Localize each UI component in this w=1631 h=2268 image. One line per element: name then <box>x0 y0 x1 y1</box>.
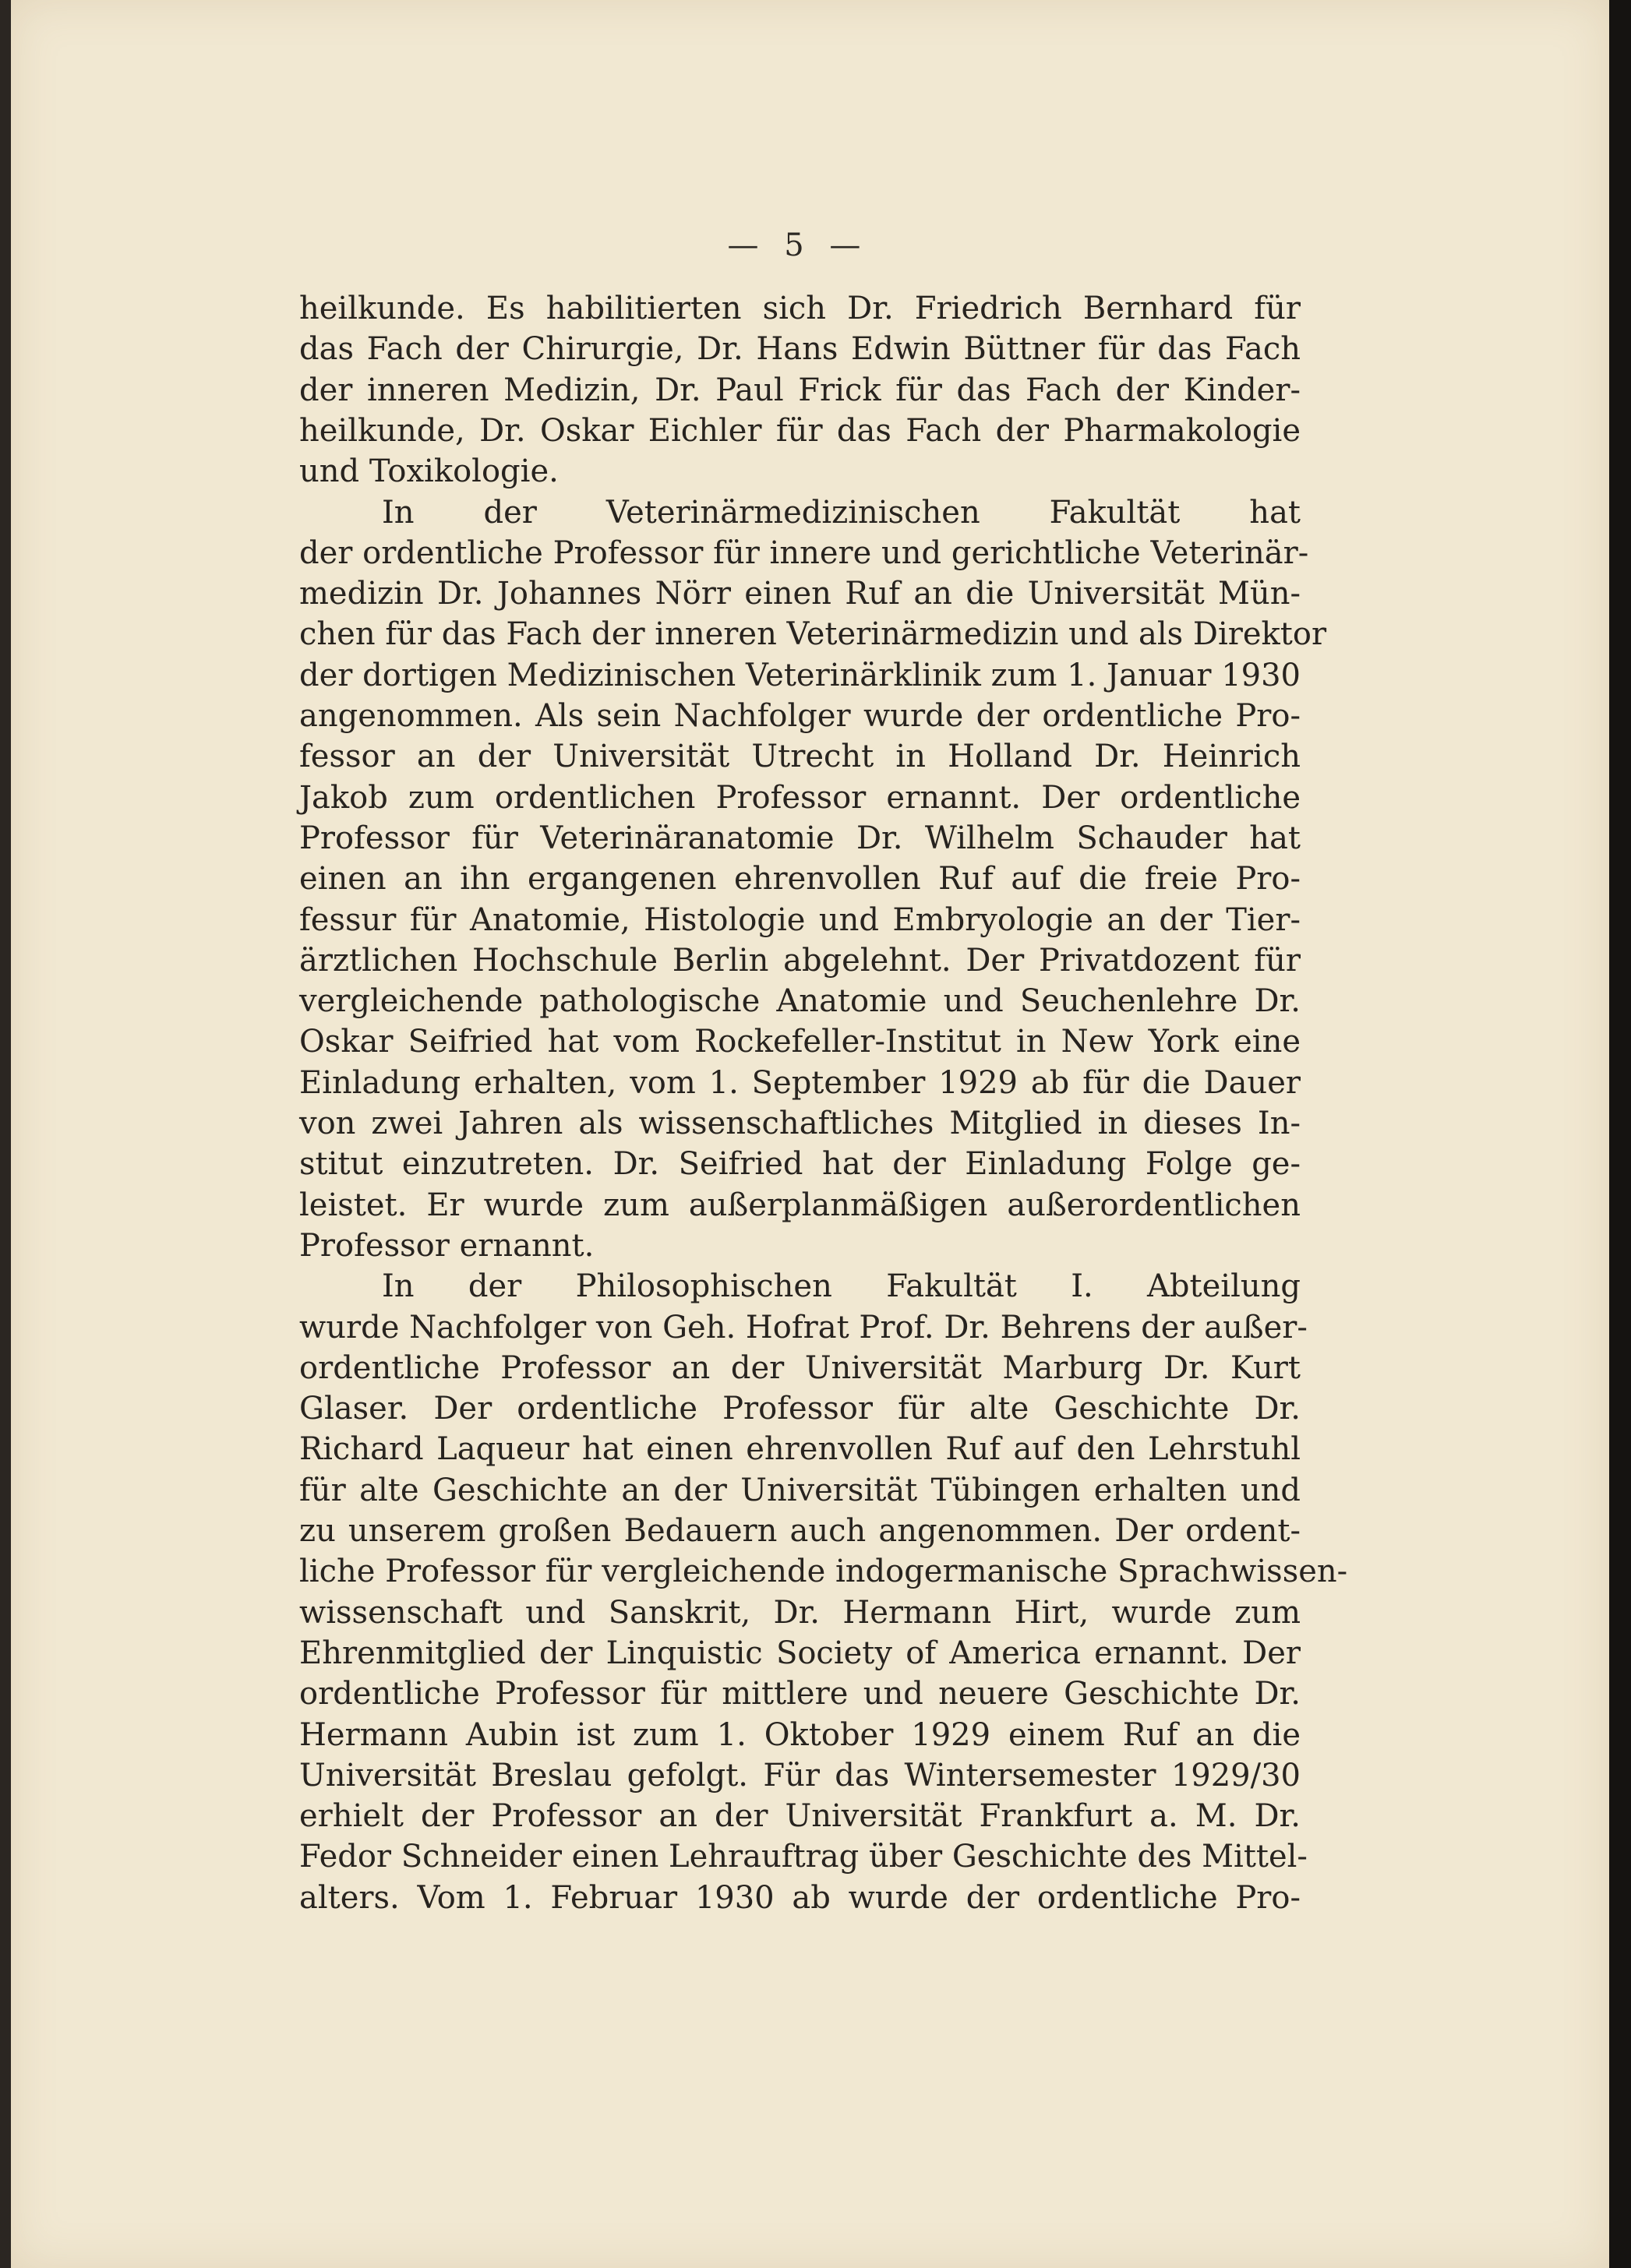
text-line: Ehrenmitglied der Linquistic Society of America ernannt. Der <box>299 1635 1301 1671</box>
text-line: der inneren Medizin, Dr. Paul Frick für das Fach der Kinder- <box>299 372 1301 408</box>
scan-right-edge <box>1609 0 1631 2268</box>
text-line: Richard Laqueur hat einen ehrenvollen Ruf auf den Lehrstuhl <box>299 1431 1301 1467</box>
text-line: Glaser. Der ordentliche Professor für alte Geschichte Dr. <box>299 1391 1301 1427</box>
text-line: wissenschaft und Sanskrit, Dr. Hermann Hirt, wurde zum <box>299 1595 1301 1631</box>
text-line: ärztlichen Hochschule Berlin abgelehnt. Der Privatdozent für <box>299 943 1301 979</box>
text-line: ordentliche Professor für mittlere und neuere Geschichte Dr. <box>299 1676 1301 1712</box>
text-line: angenommen. Als sein Nachfolger wurde der ordentliche Pro- <box>299 698 1301 734</box>
text-line: chen für das Fach der inneren Veterinärmedizin und als Direktor <box>299 616 1327 652</box>
text-line: Professor ernannt. <box>299 1228 595 1264</box>
text-line: erhielt der Professor an der Universität Frankfurt a. M. Dr. <box>299 1798 1301 1834</box>
text-line: alters. Vom 1. Februar 1930 ab wurde der ordentliche Pro- <box>299 1880 1301 1916</box>
text-line: der ordentliche Professor für innere und gerichtliche Veterinär- <box>299 535 1309 571</box>
text-line: Jakob zum ordentlichen Professor ernannt. Der ordentliche <box>299 780 1301 816</box>
text-line: ordentliche Professor an der Universität Marburg Dr. Kurt <box>299 1350 1301 1386</box>
text-line: für alte Geschichte an der Universität Tübingen erhalten und <box>299 1473 1301 1508</box>
text-line: fessor an der Universität Utrecht in Holland Dr. Heinrich <box>299 739 1301 774</box>
text-line: heilkunde, Dr. Oskar Eichler für das Fach der Pharmakologie <box>299 413 1301 449</box>
text-line: der dortigen Medizinischen Veterinärklinik zum 1. Januar 1930 <box>299 658 1301 693</box>
text-line: stitut einzutreten. Dr. Seifried hat der Einladung Folge ge- <box>299 1146 1301 1182</box>
page-number: — 5 — <box>727 228 869 263</box>
text-line: wurde Nachfolger von Geh. Hofrat Prof. Dr. Behrens der außer- <box>299 1310 1308 1346</box>
text-line: In der Philosophischen Fakultät I. Abteilung <box>382 1268 1301 1304</box>
text-line: leistet. Er wurde zum außerplanmäßigen außerordentlichen <box>299 1187 1301 1223</box>
text-line: Hermann Aubin ist zum 1. Oktober 1929 einem Ruf an die <box>299 1717 1301 1753</box>
text-line: Professor für Veterinäranatomie Dr. Wilhelm Schauder hat <box>299 820 1301 856</box>
text-line: Einladung erhalten, vom 1. September 1929 ab für die Dauer <box>299 1065 1301 1101</box>
text-line: von zwei Jahren als wissenschaftliches Mitglied in dieses In- <box>299 1106 1301 1141</box>
text-line: Fedor Schneider einen Lehrauftrag über Geschichte des Mittel- <box>299 1839 1308 1875</box>
text-line: medizin Dr. Johannes Nörr einen Ruf an die Universität Mün- <box>299 576 1301 612</box>
text-line: einen an ihn ergangenen ehrenvollen Ruf auf die freie Pro- <box>299 861 1301 897</box>
document-page <box>11 0 1609 2268</box>
text-line: Universität Breslau gefolgt. Für das Wintersemester 1929/30 <box>299 1758 1301 1794</box>
text-line: heilkunde. Es habilitierten sich Dr. Friedrich Bernhard für <box>299 291 1301 326</box>
scan-left-edge <box>0 0 11 2268</box>
text-line: und Toxikologie. <box>299 453 559 489</box>
text-line: In der Veterinärmedizinischen Fakultät hat <box>382 495 1301 531</box>
text-line: das Fach der Chirurgie, Dr. Hans Edwin Büttner für das Fach <box>299 331 1301 367</box>
text-line: Oskar Seifried hat vom Rockefeller-Institut in New York eine <box>299 1024 1301 1060</box>
text-line: fessur für Anatomie, Histologie und Embryologie an der Tier- <box>299 902 1301 938</box>
text-line: zu unserem großen Bedauern auch angenommen. Der ordent- <box>299 1513 1301 1549</box>
text-line: vergleichende pathologische Anatomie und Seuchenlehre Dr. <box>299 983 1301 1019</box>
text-line: liche Professor für vergleichende indogermanische Sprachwissen- <box>299 1554 1348 1589</box>
